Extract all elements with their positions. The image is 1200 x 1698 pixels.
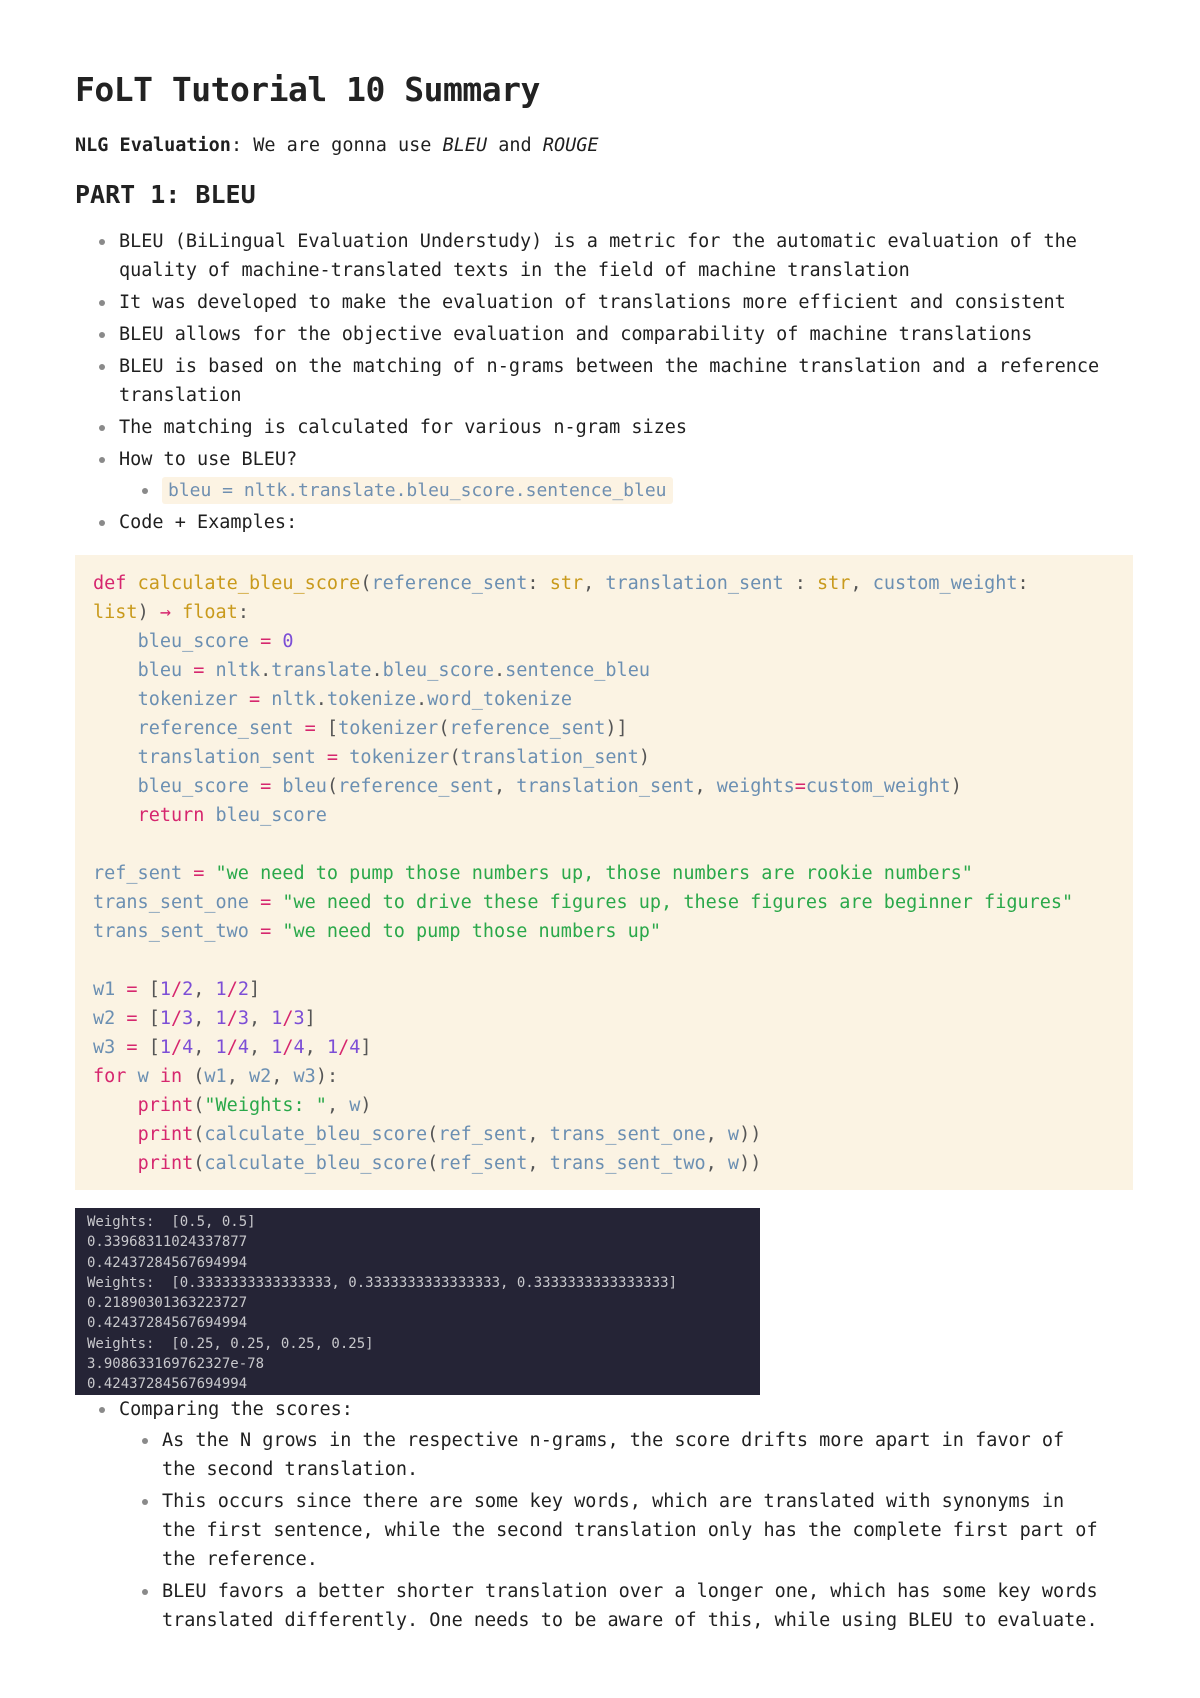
rouge-term: ROUGE: [542, 135, 599, 156]
list-item: BLEU allows for the objective evaluation and comparability of machine translations: [119, 320, 1125, 349]
terminal-line: 3.908633169762327e-78: [87, 1356, 265, 1373]
terminal-line: 0.42437284567694994: [87, 1315, 248, 1332]
list-item: As the N grows in the respective n-grams, the score drifts more apart in favor of the second translation.: [162, 1426, 1115, 1484]
list-item: This occurs since there are some key words, which are translated with synonyms in the first sentence, while the second translation only has the complete first part of the reference.: [162, 1487, 1115, 1574]
list-item: How to use BLEU? bleu = nltk.translate.bleu_score.sentence_bleu: [119, 445, 1125, 505]
list-item: The matching is calculated for various n-gram sizes: [119, 413, 1125, 442]
terminal-line: 0.42437284567694994: [87, 1376, 248, 1393]
list-item: BLEU (BiLingual Evaluation Understudy) is a metric for the automatic evaluation of the quality of machine-translated texts in the field of machine translation: [119, 227, 1125, 285]
terminal-line: 0.33968311024337877: [87, 1234, 248, 1251]
bleu-term: BLEU: [442, 135, 488, 156]
terminal-line: 0.21890301363223727: [87, 1295, 248, 1312]
list-item: Code + Examples:: [119, 508, 1125, 537]
list-item: BLEU is based on the matching of n-grams between the machine translation and a reference translation: [119, 352, 1125, 410]
how-to-sublist: [119, 476, 1115, 505]
page-title: FoLT Tutorial 10 Summary: [75, 70, 540, 109]
terminal-line: Weights: [0.25, 0.25, 0.25, 0.25]: [87, 1335, 374, 1352]
list-item: BLEU favors a better shorter translation over a longer one, which has some key words translated differently. One needs to be aware of this, while using BLEU to evaluate.: [162, 1577, 1115, 1635]
list-item: Comparing the scores: As the N grows in the respective n-grams, the score drifts more apart in favor of the second translation. This occurs since there are some key words, which are translated with synonyms in the first sentence, while the second translation only has the complete first part of the reference. BLEU favors a better shorter translation over a longer one, which has some key words translated differently. One needs to be aware of this, while using BLEU to evaluate.: [119, 1395, 1125, 1635]
intro-line: NLG Evaluation: We are gonna use BLEU and ROUGE: [75, 135, 599, 156]
terminal-line: Weights: [0.3333333333333333, 0.3333333333333333, 0.3333333333333333]: [87, 1274, 678, 1291]
section-heading-part1: PART 1: BLEU: [75, 180, 256, 209]
list-item: It was developed to make the evaluation of translations more efficient and consistent: [119, 288, 1125, 317]
terminal-line: 0.42437284567694994: [87, 1254, 248, 1271]
code-block: def calculate_bleu_score(reference_sent: str, translation_sent : str, custom_weight: list) → float: bleu_score = 0 bleu = nltk.translate.bleu_score.sentence_bleu tokenizer = nltk.tokenize.word_tokenize reference_sent = [tokenizer(reference_sent)] translation_sent = tokenizer(translation_sent) bleu_score = bleu(reference_sent, translation_sent, weights=custom_weight) return bleu_score ref_sent = "we need to pump those numbers up, those numbers are rookie numbers" trans_sent_one = "we need to drive these figures up, these figures are beginner figures" trans_sent_two = "we need to pump those numbers up" w1 = [1/2, 1/2] w2 = [1/3, 1/3, 1/3] w3 = [1/4, 1/4, 1/4, 1/4] for w in (w1, w2, w3): print("Weights: ", w) print(calculate_bleu_score(ref_sent, trans_sent_one, w)) print(calculate_bleu_score(ref_sent, trans_sent_two, w)): [75, 555, 1133, 1190]
list-item: [162, 476, 1115, 505]
comparison-sublist: [119, 1426, 1115, 1635]
terminal-output: [75, 1208, 760, 1395]
comparison-list: [75, 1395, 1125, 1635]
bleu-bullet-list: [75, 227, 1125, 537]
inline-code: bleu = nltk.translate.bleu_score.sentence_bleu: [162, 477, 673, 504]
intro-label: NLG Evaluation: [75, 135, 231, 156]
terminal-line: Weights: [0.5, 0.5]: [87, 1214, 256, 1230]
